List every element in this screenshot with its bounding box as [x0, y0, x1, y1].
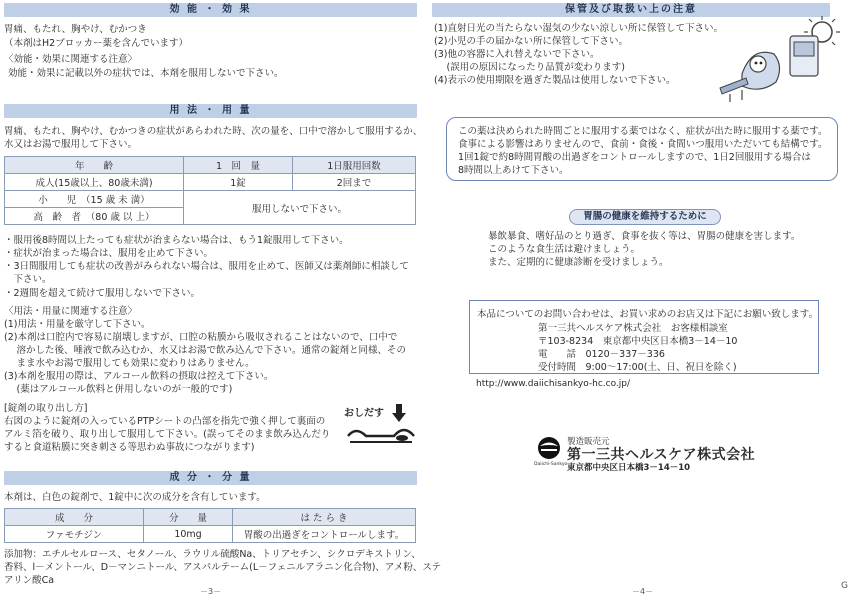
dosage-note: (1)用法・用量を厳守して下さい。: [4, 319, 151, 330]
dosage-note: (薬はアルコール飲料と併用しないのが一般的です): [4, 384, 233, 395]
storage-item: (3)他の容器に入れ替えないで下さい。: [434, 49, 600, 60]
removal-line: アルミ箔を破り、取り出して服用して下さい。(誤ってそのまま飲み込んだり: [4, 429, 331, 440]
dosage-bullet: ・症状が治まった場合は、服用を止めて下さい。: [4, 248, 214, 259]
dosage-note: まま水やお湯で服用しても効果に変わりはありません。: [4, 358, 255, 369]
table-row: [5, 526, 416, 543]
storage-item: (1)直射日光の当たらない湿気の少ない涼しい所に保管して下さい。: [434, 23, 723, 34]
table-cell: 服用しないで下さい。: [184, 191, 416, 225]
additives-line: アリン酸Ca: [4, 575, 55, 586]
page-number-right: －4－: [632, 587, 654, 596]
dosage-intro: 胃痛、もたれ、胸やけ、むかつきの症状があらわれた時、次の量を、口中で溶かして服用するか、: [4, 126, 423, 137]
efficacy-header: 効 能 ・ 効 果: [4, 3, 417, 17]
dosage-note: (3)本剤を服用の際は、アルコール飲料の摂取は控えて下さい。: [4, 371, 274, 382]
dosage-note: (2)本剤は口腔内で容易に崩壊しますが、口腔の粘膜から吸収されることはないので、口中で: [4, 332, 398, 343]
contact-phone: 電 話 0120－337－336: [538, 349, 665, 360]
push-illustration: [344, 404, 416, 446]
removal-line: 右図のように錠剤の入っているPTPシートの凸部を指先で強く押して裏面の: [4, 416, 326, 427]
logo-text: Daiichi-Sankyo: [534, 462, 568, 467]
table-cell: 胃酸の出過ぎをコントロールします。: [233, 526, 416, 543]
ptp-sheet-icon: [346, 422, 416, 446]
dosage-header: 用 法 ・ 用 量: [4, 104, 417, 118]
table-header: 年 齢: [5, 157, 184, 174]
website-url[interactable]: http://www.daiichisankyo-hc.co.jp/: [476, 379, 631, 389]
health-line: このような食生活は避けましょう。: [488, 244, 641, 255]
storage-item: (誤用の原因になったり品質が変わります): [434, 62, 625, 73]
dosage-bullet: ・服用後8時間以上たっても症状が治まらない場合は、もう1錠服用して下さい。: [4, 235, 349, 246]
maker-label: 製造販売元: [567, 437, 610, 447]
notice-line: 食事による影響はありませんので、食前・食後・食間いつ服用いただいても結構です。: [458, 139, 828, 150]
efficacy-note-title: 〈効能・効果に関連する注意〉: [4, 54, 138, 65]
ingredients-table: [4, 508, 416, 543]
dosage-bullet: 下さい。: [4, 274, 52, 285]
health-line: 暴飲暴食、嗜好品のとり過ぎ、食事を抜く等は、胃腸の健康を害します。: [488, 231, 801, 242]
table-header: 成 分: [5, 509, 144, 526]
table-cell: 成人(15歳以上、80歳未満): [5, 174, 184, 191]
additives-line: 香料、l－メントール、D－マンニトール、アスパルテーム(L－フェニルアラニン化合物)、アメ粉、ステ: [4, 562, 442, 573]
health-line: また、定期的に健康診断を受けましょう。: [488, 257, 669, 268]
efficacy-line: 胃痛、もたれ、胸やけ、むかつき: [4, 24, 147, 35]
corner-mark: G: [841, 581, 848, 591]
table-row: [5, 191, 416, 208]
dosage-table: [4, 156, 416, 225]
push-down-arrow-icon: [392, 404, 406, 422]
daiichi-sankyo-logo-icon: [534, 436, 564, 460]
storage-illustration: [712, 14, 844, 104]
storage-item: (2)小児の手の届かない所に保管して下さい。: [434, 36, 628, 47]
dosage-bullet: ・2週間を超えて続けて服用しないで下さい。: [4, 288, 201, 299]
ingredients-header: 成 分 ・ 分 量: [4, 471, 417, 485]
table-header: は た ら き: [233, 509, 416, 526]
table-header: 1日服用回数: [293, 157, 416, 174]
table-cell: 1錠: [184, 174, 293, 191]
maker-name: 第一三共ヘルスケア株式会社: [567, 447, 756, 463]
notice-line: 1回1錠で約8時間胃酸の出過ぎをコントロールしますので、1日2回服用する場合は: [458, 152, 811, 163]
additives-line: 添加物：エチルセルロース、セタノール、ラウリル硫酸Na、トリアセチン、シクロデキストリン、: [4, 549, 421, 560]
push-label: おしだす: [344, 408, 384, 419]
removal-line: すると食道粘膜に突き刺さる等思わぬ事故につながります): [4, 442, 255, 453]
dosage-note: 溶かした後、唾液で飲み込むか、水又はお湯で飲み込んで下さい。通常の錠剤と同様、その: [4, 345, 407, 356]
removal-title: [錠剤の取り出し方]: [4, 403, 88, 414]
efficacy-note-text: 効能・効果に記載以外の症状では、本剤を服用しないで下さい。: [8, 68, 284, 79]
storage-item: (4)表示の使用期限を過ぎた製品は使用しないで下さい。: [434, 75, 676, 86]
dosage-bullet: ・3日間服用しても症状の改善がみられない場合は、服用を止めて、医師又は薬剤師に相談して: [4, 261, 409, 272]
table-cell: 高 齢 者 （80 歳 以 上）: [5, 208, 184, 225]
contact-intro: 本品についてのお問い合わせは、お買い求めのお店又は下記にお願い致します。: [477, 309, 819, 320]
maker-address: 東京都中央区日本橋3－14－10: [567, 463, 691, 473]
maker-logo: [534, 436, 568, 467]
contact-hours: 受付時間 9:00～17:00(土、日、祝日を除く): [538, 362, 737, 373]
table-cell: 10mg: [144, 526, 233, 543]
table-header-row: [5, 509, 416, 526]
table-header-row: [5, 157, 416, 174]
contact-address: 〒103-8234 東京都中央区日本橋3－14－10: [538, 336, 738, 347]
table-cell: ファモチジン: [5, 526, 144, 543]
health-title: 胃腸の健康を維持するために: [569, 209, 721, 225]
page-number-left: －3－: [200, 587, 222, 596]
table-header: 分 量: [144, 509, 233, 526]
dosage-intro: 水又はお湯で服用して下さい。: [4, 139, 138, 150]
efficacy-line: （本剤はH2ブロッカー薬を含んでいます）: [4, 38, 188, 49]
table-header: 1 回 量: [184, 157, 293, 174]
notice-line: この薬は決められた時間ごとに服用する薬ではなく、症状が出た時に服用する薬です。: [458, 126, 828, 137]
table-cell: 小 児 （15 歳 未 満）: [5, 191, 184, 208]
storage-header: 保管及び取扱い上の注意: [432, 3, 830, 17]
table-cell: 2回まで: [293, 174, 416, 191]
contact-company: 第一三共ヘルスケア株式会社 お客様相談室: [538, 323, 728, 334]
dosage-note-title: 〈用法・用量に関連する注意〉: [4, 306, 138, 317]
table-row: [5, 174, 416, 191]
notice-line: 8時間以上あけて下さい。: [458, 165, 569, 176]
ingredients-intro: 本剤は、白色の錠剤で、1錠中に次の成分を含有しています。: [4, 492, 266, 503]
